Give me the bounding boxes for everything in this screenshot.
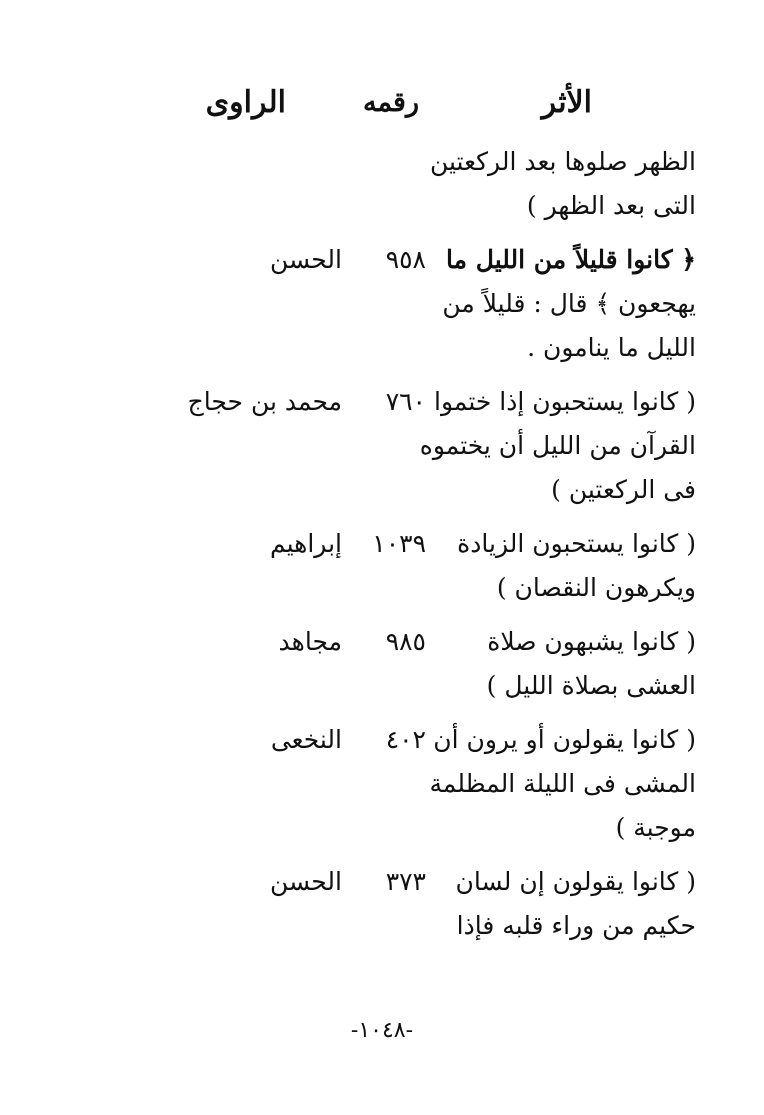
row-gap [0,708,764,718]
table-header [0,78,764,128]
table-row [0,140,764,228]
athar-text [429,718,696,850]
athar-text [438,860,696,948]
rawi-name: الحسن [269,867,342,896]
row-gap [0,228,764,238]
athar-line: يهجعون ﴾ قال : قليلاً من [442,289,696,318]
athar-text [438,620,696,708]
athar-line: الظهر صلوها بعد الركعتين [429,147,696,176]
row-gap [0,370,764,380]
rawi-name: محمد بن حجاج [187,387,342,416]
athar-line: ويكرهون النقصان ) [496,573,696,602]
athar-number: ٣٧٣ [385,867,426,896]
table-row [0,522,764,610]
rawi-name: الحسن [269,245,342,274]
athar-line: ( كانوا يقولون إن لسان [455,867,696,896]
rawi-name: إبراهيم [269,529,342,558]
athar-line: حكيم من وراء قلبه فإذا [456,911,696,940]
athar-line: موجبة ) [615,813,696,842]
header-rawi: الراوى [205,85,286,120]
athar-line: ( كانوا يشبهون صلاة [487,627,696,656]
athar-text [438,238,696,370]
athar-line: ( كانوا يستحبون إذا ختموا [434,387,696,416]
athar-number: ١٠٣٩ [372,529,426,558]
athar-line: ﴿ كانوا قليلاً من الليل ما [446,245,696,274]
table-row [0,860,764,948]
athar-number: ٩٥٨ [385,245,426,274]
athar-number: ٩٨٥ [385,627,426,656]
athar-line: الليل ما ينامون . [527,333,696,362]
header-athar: الأثر [541,85,592,120]
athar-line: التى بعد الظهر ) [526,191,696,220]
rawi-name: النخعى [270,725,342,754]
athar-number: ٤٠٢ [385,725,426,754]
row-gap [0,850,764,860]
row-gap [0,610,764,620]
athar-text [419,380,696,512]
table-row [0,380,764,512]
athar-line: المشى فى الليلة المظلمة [429,769,696,798]
table-row [0,620,764,708]
page-number: -١٠٤٨- [350,1018,414,1043]
row-gap [0,512,764,522]
entries-list [0,140,764,948]
athar-line: العشى بصلاة الليل ) [486,671,696,700]
athar-line: القرآن من الليل أن يختموه [419,431,696,460]
athar-line: ( كانوا يقولون أو يرون أن [433,725,696,754]
rawi-name: مجاهد [278,627,342,656]
athar-text [429,140,696,228]
athar-text [438,522,696,610]
athar-line: فى الركعتين ) [551,475,696,504]
athar-number: ٧٦٠ [385,387,426,416]
athar-line: ( كانوا يستحبون الزيادة [457,529,696,558]
table-row [0,238,764,370]
table-row [0,718,764,850]
header-number: رقمه [362,87,419,118]
